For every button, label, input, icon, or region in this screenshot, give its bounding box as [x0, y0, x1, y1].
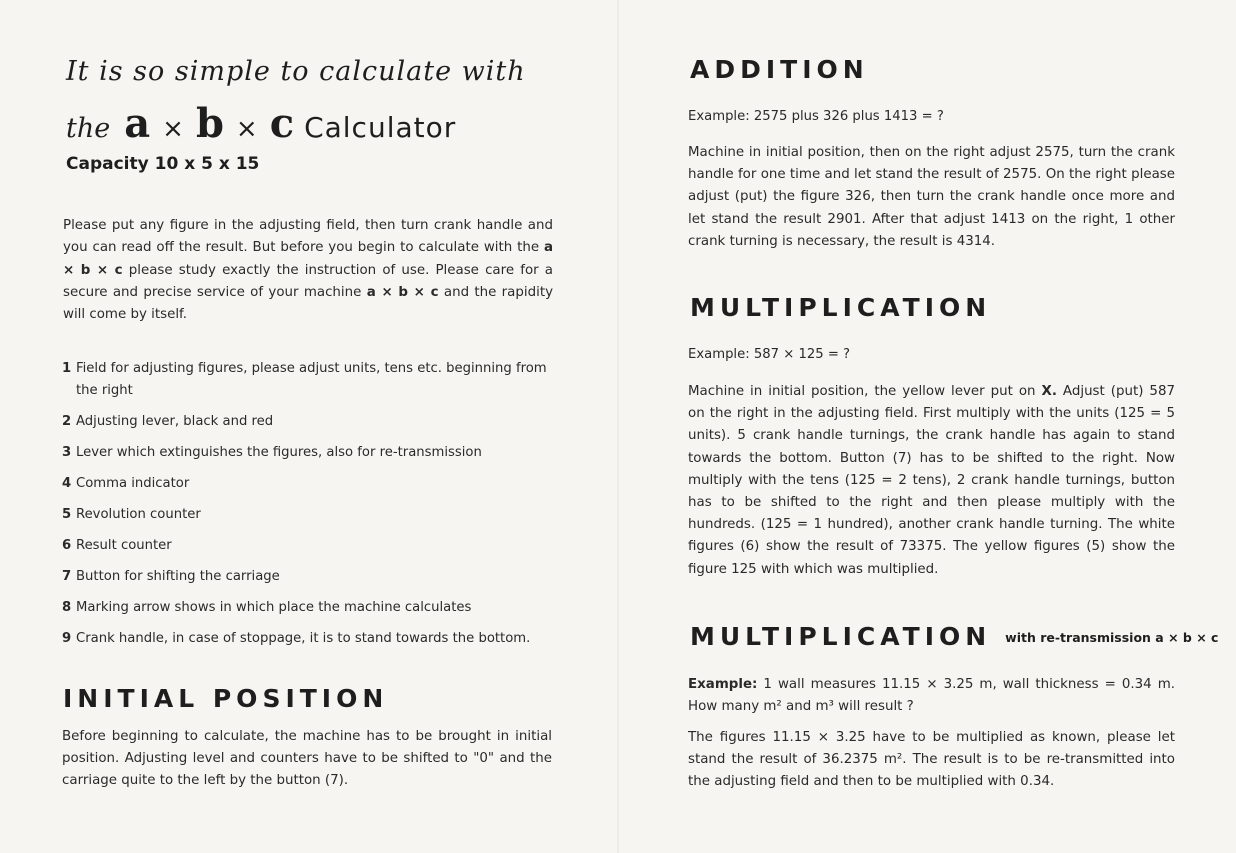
example-text: 1 wall measures 11.15 × 3.25 m, wall thickness = 0.34 m. How many m² and m³ will result ?	[688, 677, 1175, 715]
item-number: 9	[62, 631, 72, 646]
multiplication-text	[688, 381, 1175, 581]
title-the: the	[66, 113, 111, 144]
title-calculator: Calculator	[304, 111, 457, 144]
item-number: 2	[62, 414, 72, 429]
intro-text-2: please study exactly the instruction of use. Please care for a secure and precise service of your machine	[63, 262, 553, 300]
item-number: 8	[62, 600, 72, 615]
retransmission-example	[688, 674, 1175, 718]
item-text: Crank handle, in case of stoppage, it is to stand towards the bottom.	[76, 631, 531, 646]
list-item	[62, 442, 562, 464]
multiplication-example: Example: 587 × 125 = ?	[688, 347, 851, 362]
item-text: Marking arrow shows in which place the machine calculates	[76, 600, 472, 615]
addition-example: Example: 2575 plus 326 plus 1413 = ?	[688, 109, 944, 124]
brand-name: a × b × c	[63, 240, 553, 278]
item-text: Lever which extinguishes the figures, also for re-transmission	[76, 445, 482, 460]
multiplication-x-marker: X.	[1041, 384, 1057, 399]
addition-heading: ADDITION	[690, 55, 869, 84]
title-heading	[66, 100, 456, 146]
item-text: Field for adjusting figures, please adjust units, tens etc. beginning from the right	[76, 361, 547, 398]
item-number: 3	[62, 445, 72, 460]
intro-text-1: Please put any figure in the adjusting field, then turn crank handle and you can read off the result. But before you begin to calculate with the	[63, 218, 553, 256]
list-item	[62, 597, 562, 619]
item-number: 4	[62, 476, 72, 491]
list-item	[62, 411, 562, 433]
list-item	[62, 358, 562, 402]
title-times-1: ×	[162, 114, 184, 144]
item-number: 1	[62, 361, 72, 376]
multiplication-text-1: Machine in initial position, the yellow lever put on	[688, 384, 1042, 399]
right-page	[618, 0, 1236, 853]
script-heading: It is so simple to calculate with	[66, 56, 526, 87]
addition-text: Machine in initial position, then on the right adjust 2575, turn the crank handle for one time and let stand the result of 2575. On the right please adjust (put) the figure 326, then turn the crank handle once more and let stand the result 2901. After that adjust 1413 on the right, 1 other crank turning is necessary, the result is 4314.	[688, 145, 1175, 249]
item-text: Button for shifting the carriage	[76, 569, 280, 584]
retransmission-heading	[690, 622, 1218, 651]
list-item	[62, 473, 562, 495]
item-number: 7	[62, 569, 72, 584]
item-text: Result counter	[76, 538, 172, 553]
brand-name: a × b × c	[366, 284, 439, 300]
title-c: c	[269, 100, 295, 147]
item-number: 5	[62, 507, 72, 522]
list-item	[62, 566, 562, 588]
list-item	[62, 628, 562, 650]
multiplication-heading: MULTIPLICATION	[690, 293, 992, 322]
title-a: a	[124, 100, 151, 147]
intro-paragraph	[63, 215, 553, 326]
initial-position-heading: INITIAL POSITION	[63, 684, 389, 713]
retransmission-heading-main: MULTIPLICATION	[690, 622, 992, 651]
title-times-2: ×	[235, 114, 258, 144]
item-text: Comma indicator	[76, 476, 190, 491]
title-b: b	[195, 100, 224, 147]
capacity-label: Capacity 10 x 5 x 15	[66, 154, 260, 174]
intro-text-3: and the rapidity will come by itself.	[63, 284, 553, 323]
item-text: Revolution counter	[76, 507, 201, 522]
item-text: Adjusting lever, black and red	[76, 414, 274, 429]
initial-position-text: Before beginning to calculate, the machine has to be brought in initial position. Adjusting level and counters have to be shifted to "0" and the carriage quite to the left by the button (7).	[62, 729, 552, 788]
example-label: Example:	[688, 677, 758, 692]
list-item	[62, 535, 562, 557]
multiplication-text-2: Adjust (put) 587 on the right in the adjusting field. First multiply with the units (125 = 5 units). 5 crank handle turnings, the crank handle has again to stand towards the bottom. Button (7) has to be shifted to the right. Now multiply with the tens (125 = 2 tens), 2 crank handle turnings, button has to be shifted to the right and then please multiply with the hundreds. (125 = 1 hundred), another crank handle turning. The white figures (6) show the result of 73375. The yellow figures (5) show the figure 125 with which was multiplied.	[688, 384, 1175, 577]
list-item	[62, 504, 562, 526]
parts-list	[62, 358, 562, 659]
item-number: 6	[62, 538, 72, 553]
retransmission-text: The figures 11.15 × 3.25 have to be multiplied as known, please let stand the result of 36.2375 m². The result is to be re-transmitted into the adjusting field and then to be multiplied with 0.34.	[688, 730, 1175, 790]
retransmission-subheading: with re-transmission a × b × c	[1005, 630, 1219, 645]
